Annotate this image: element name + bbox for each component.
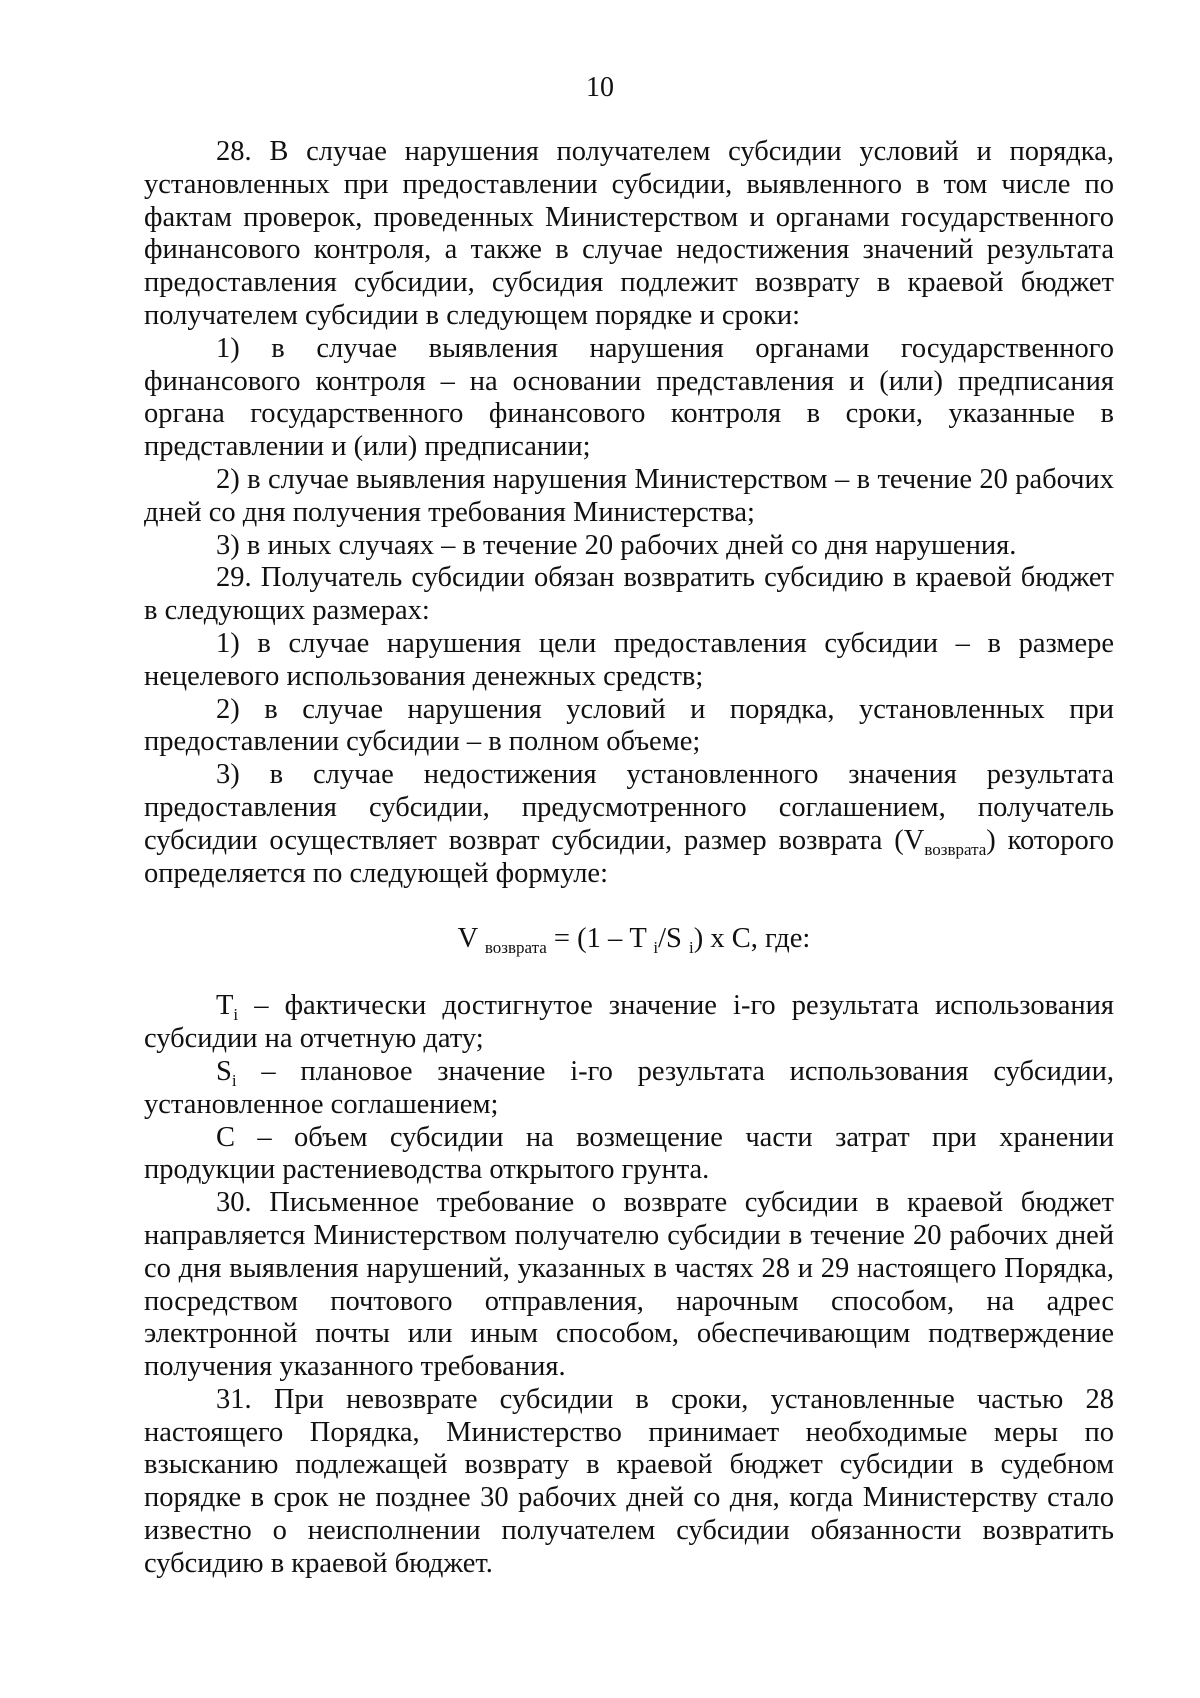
definition-s-symbol: S (216, 1055, 232, 1087)
paragraph-29: 29. Получатель субсидии обязан возвратить субсидию в краевой бюджет в следующих размерах: (144, 562, 1114, 627)
page-number: 10 (586, 72, 614, 103)
paragraph-29-item-3 (144, 759, 1114, 890)
definition-t-text: – фактически достигнутое значение i-го результата использования субсидии на отчетную дату; (144, 990, 1114, 1055)
paragraph-28: 28. В случае нарушения получателем субсидии условий и порядка, установленных при предоставлении субсидии, выявленного в том числе по фактам проверок, проведенных Министерством и органами государственного финансового контроля, а также в случае недостижения значений результата предоставления субсидии, субсидия подлежит возврату в краевой бюджет получателем субсидии в следующем порядке и сроки: (144, 136, 1114, 331)
paragraph-28-item-3: 3) в иных случаях – в течение 20 рабочих дней со дня нарушения. (216, 529, 1017, 561)
paragraph-29-item-2: 2) в случае нарушения условий и порядка, установленных при предоставлении субсидии – в полном объеме; (144, 693, 1114, 758)
definition-s-subscript: i (231, 1070, 237, 1090)
definition-t (144, 990, 1114, 1056)
formula-v-subscript: возврата (484, 938, 547, 958)
definition-c: С – объем субсидии на возмещение части затрат при хранении продукции растениеводства открытого грунта. (144, 1121, 1114, 1186)
paragraph-28-item-1: 1) в случае выявления нарушения органами государственного финансового контроля – на основании представления и (или) предписания органа государственного финансового контроля в сроки, указанные в представлении и (или) предписании; (144, 332, 1114, 463)
paragraph-29-item-3-text-start: 3) в случае недостижения установленного значения результата предоставления субсидии, предусмотренного соглашением, получатель субсидии осуществляет возврат субсидии, размер возврата (V (144, 759, 1114, 856)
paragraph-29-item-3-text-end: ) которого определяется по следующей формуле: (144, 824, 1114, 889)
return-amount-subscript: возврата (924, 839, 987, 859)
formula-s-subscript: i (689, 938, 694, 958)
paragraph-31: 31. При невозврате субсидии в сроки, установленные частью 28 настоящего Порядка, Министерство принимает необходимые меры по взысканию подлежащей возврату в краевой бюджет субсидии в судебном порядке в срок не позднее 30 рабочих дней со дня, когда Министерству стало известно о неисполнении получателем субсидии обязанности возвратить субсидию в краевой бюджет. (144, 1383, 1114, 1579)
document-body (144, 136, 1114, 1581)
formula-t-subscript: i (653, 938, 659, 958)
definition-s-text: – плановое значение i-го результата использования субсидии, установленное соглашением; (144, 1055, 1114, 1120)
paragraph-30: 30. Письменное требование о возврате субсидии в краевой бюджет направляется Министерством получателю субсидии в течение 20 рабочих дней со дня выявления нарушений, указанных в частях 28 и 29 настоящего Порядка, посредством почтового отправления, нарочным способом, на адрес электронной почты или иным способом, обеспечивающим подтверждение получения указанного требования. (144, 1187, 1114, 1383)
return-formula (144, 922, 1114, 956)
formula-v: V (457, 923, 485, 955)
definition-t-symbol: T (216, 990, 234, 1022)
definition-t-subscript: i (233, 1005, 239, 1025)
formula-part-2: /S (658, 923, 690, 955)
paragraph-29-item-1: 1) в случае нарушения цели предоставления субсидии – в размере нецелевого использования денежных средств; (144, 627, 1114, 692)
formula-part-1: = (1 – T (546, 923, 654, 955)
paragraph-28-item-2: 2) в случае выявления нарушения Министерством – в течение 20 рабочих дней со дня получения требования Министерства; (144, 463, 1114, 528)
definition-s (144, 1056, 1114, 1122)
formula-part-3: ) х С, где: (693, 923, 811, 955)
